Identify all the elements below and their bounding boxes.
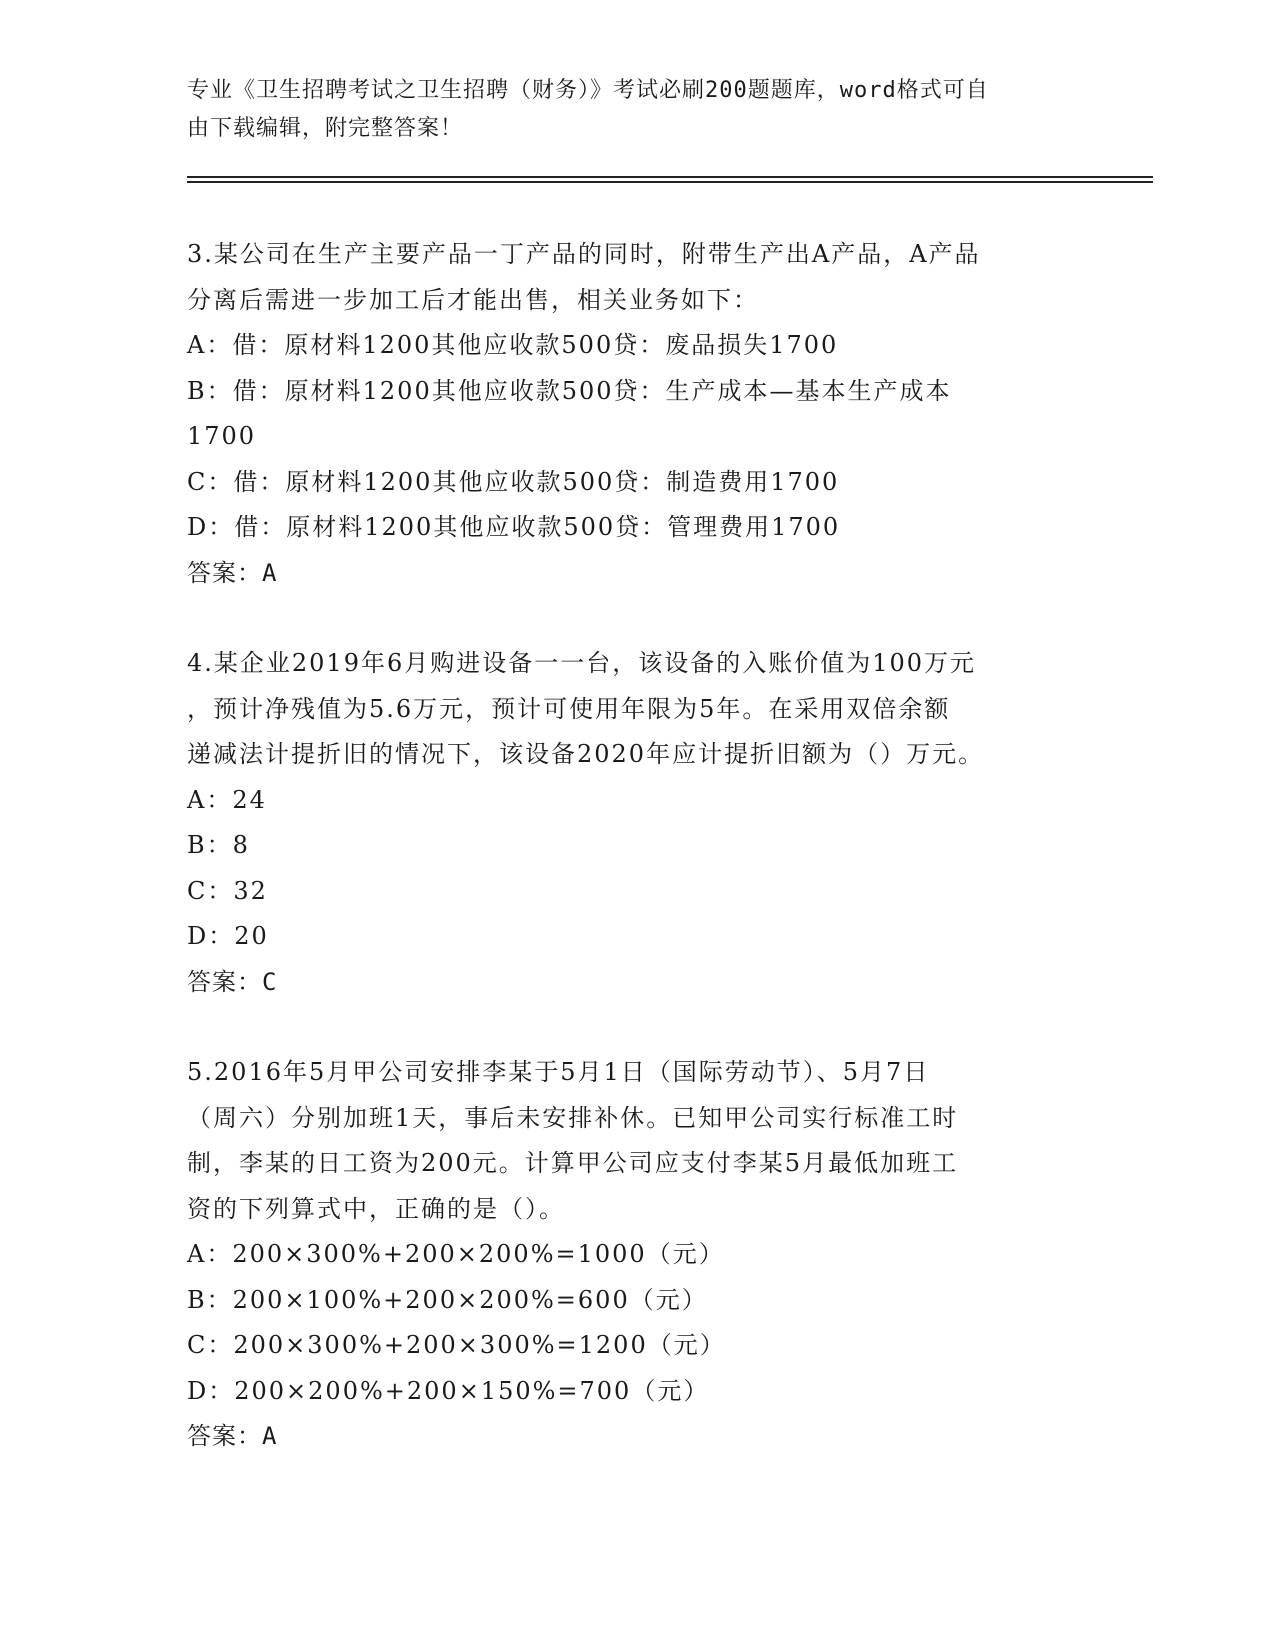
question-stem-line: 资的下列算式中，正确的是（）。 [187,1194,565,1223]
question-list [187,232,1087,1505]
option-a: A：24 [187,785,267,814]
option-b: B：200×100%+200×200%=600（元） [187,1285,708,1314]
document-header [187,72,1067,148]
header-line: 由下载编辑，附完整答案！ [187,116,464,141]
option-c: C：32 [187,876,268,905]
question-5 [187,1050,1087,1460]
answer: 答案：A [187,1422,278,1450]
header-line: 专业《卫生招聘考试之卫生招聘（财务）》考试必刷200题题库，word格式可自 [187,78,989,103]
question-stem-line: （周六）分别加班1天，事后未安排补休。已知甲公司实行标准工时 [187,1103,959,1132]
answer: 答案：C [187,967,278,996]
question-3 [187,232,1087,596]
question-stem-line: 制，李某的日工资为200元。计算甲公司应支付李某5月最低加班工 [187,1149,959,1177]
option-b: B：借：原材料1200其他应收款500贷：生产成本—基本生产成本 [187,376,952,405]
option-d: D：借：原材料1200其他应收款500贷：管理费用1700 [187,513,841,541]
option-a: A：200×300%+200×200%=1000（元） [187,1240,725,1268]
option-b: B：8 [187,831,250,859]
option-d: D：20 [187,922,269,950]
header-rule-bottom [187,181,1153,183]
question-stem-line: 5.2016年5月甲公司安排李某于5月1日（国际劳动节）、5月7日 [187,1058,930,1086]
question-stem-line: 4.某企业2019年6月购进设备一一台，该设备的入账价值为100万元 [187,649,977,677]
question-stem-line: 分离后需进一步加工后才能出售，相关业务如下： [187,285,759,314]
option-b-continued: 1700 [187,422,257,450]
option-c: C：借：原材料1200其他应收款500贷：制造费用1700 [187,467,840,496]
option-c: C：200×300%+200×300%=1200（元） [187,1331,726,1359]
question-4 [187,641,1087,1005]
option-d: D：200×200%+200×150%=700（元） [187,1376,710,1405]
question-stem-line: 递减法计提折旧的情况下，该设备2020年应计提折旧额为（）万元。 [187,740,985,768]
question-stem-line: ，预计净残值为5.6万元，预计可使用年限为5年。在采用双倍余额 [187,694,951,723]
answer: 答案：A [187,558,278,587]
header-rule-top [187,176,1153,178]
option-a: A：借：原材料1200其他应收款500贷：废品损失1700 [187,331,839,359]
question-stem-line: 3.某公司在生产主要产品一丁产品的同时，附带生产出A产品，A产品 [187,240,981,268]
